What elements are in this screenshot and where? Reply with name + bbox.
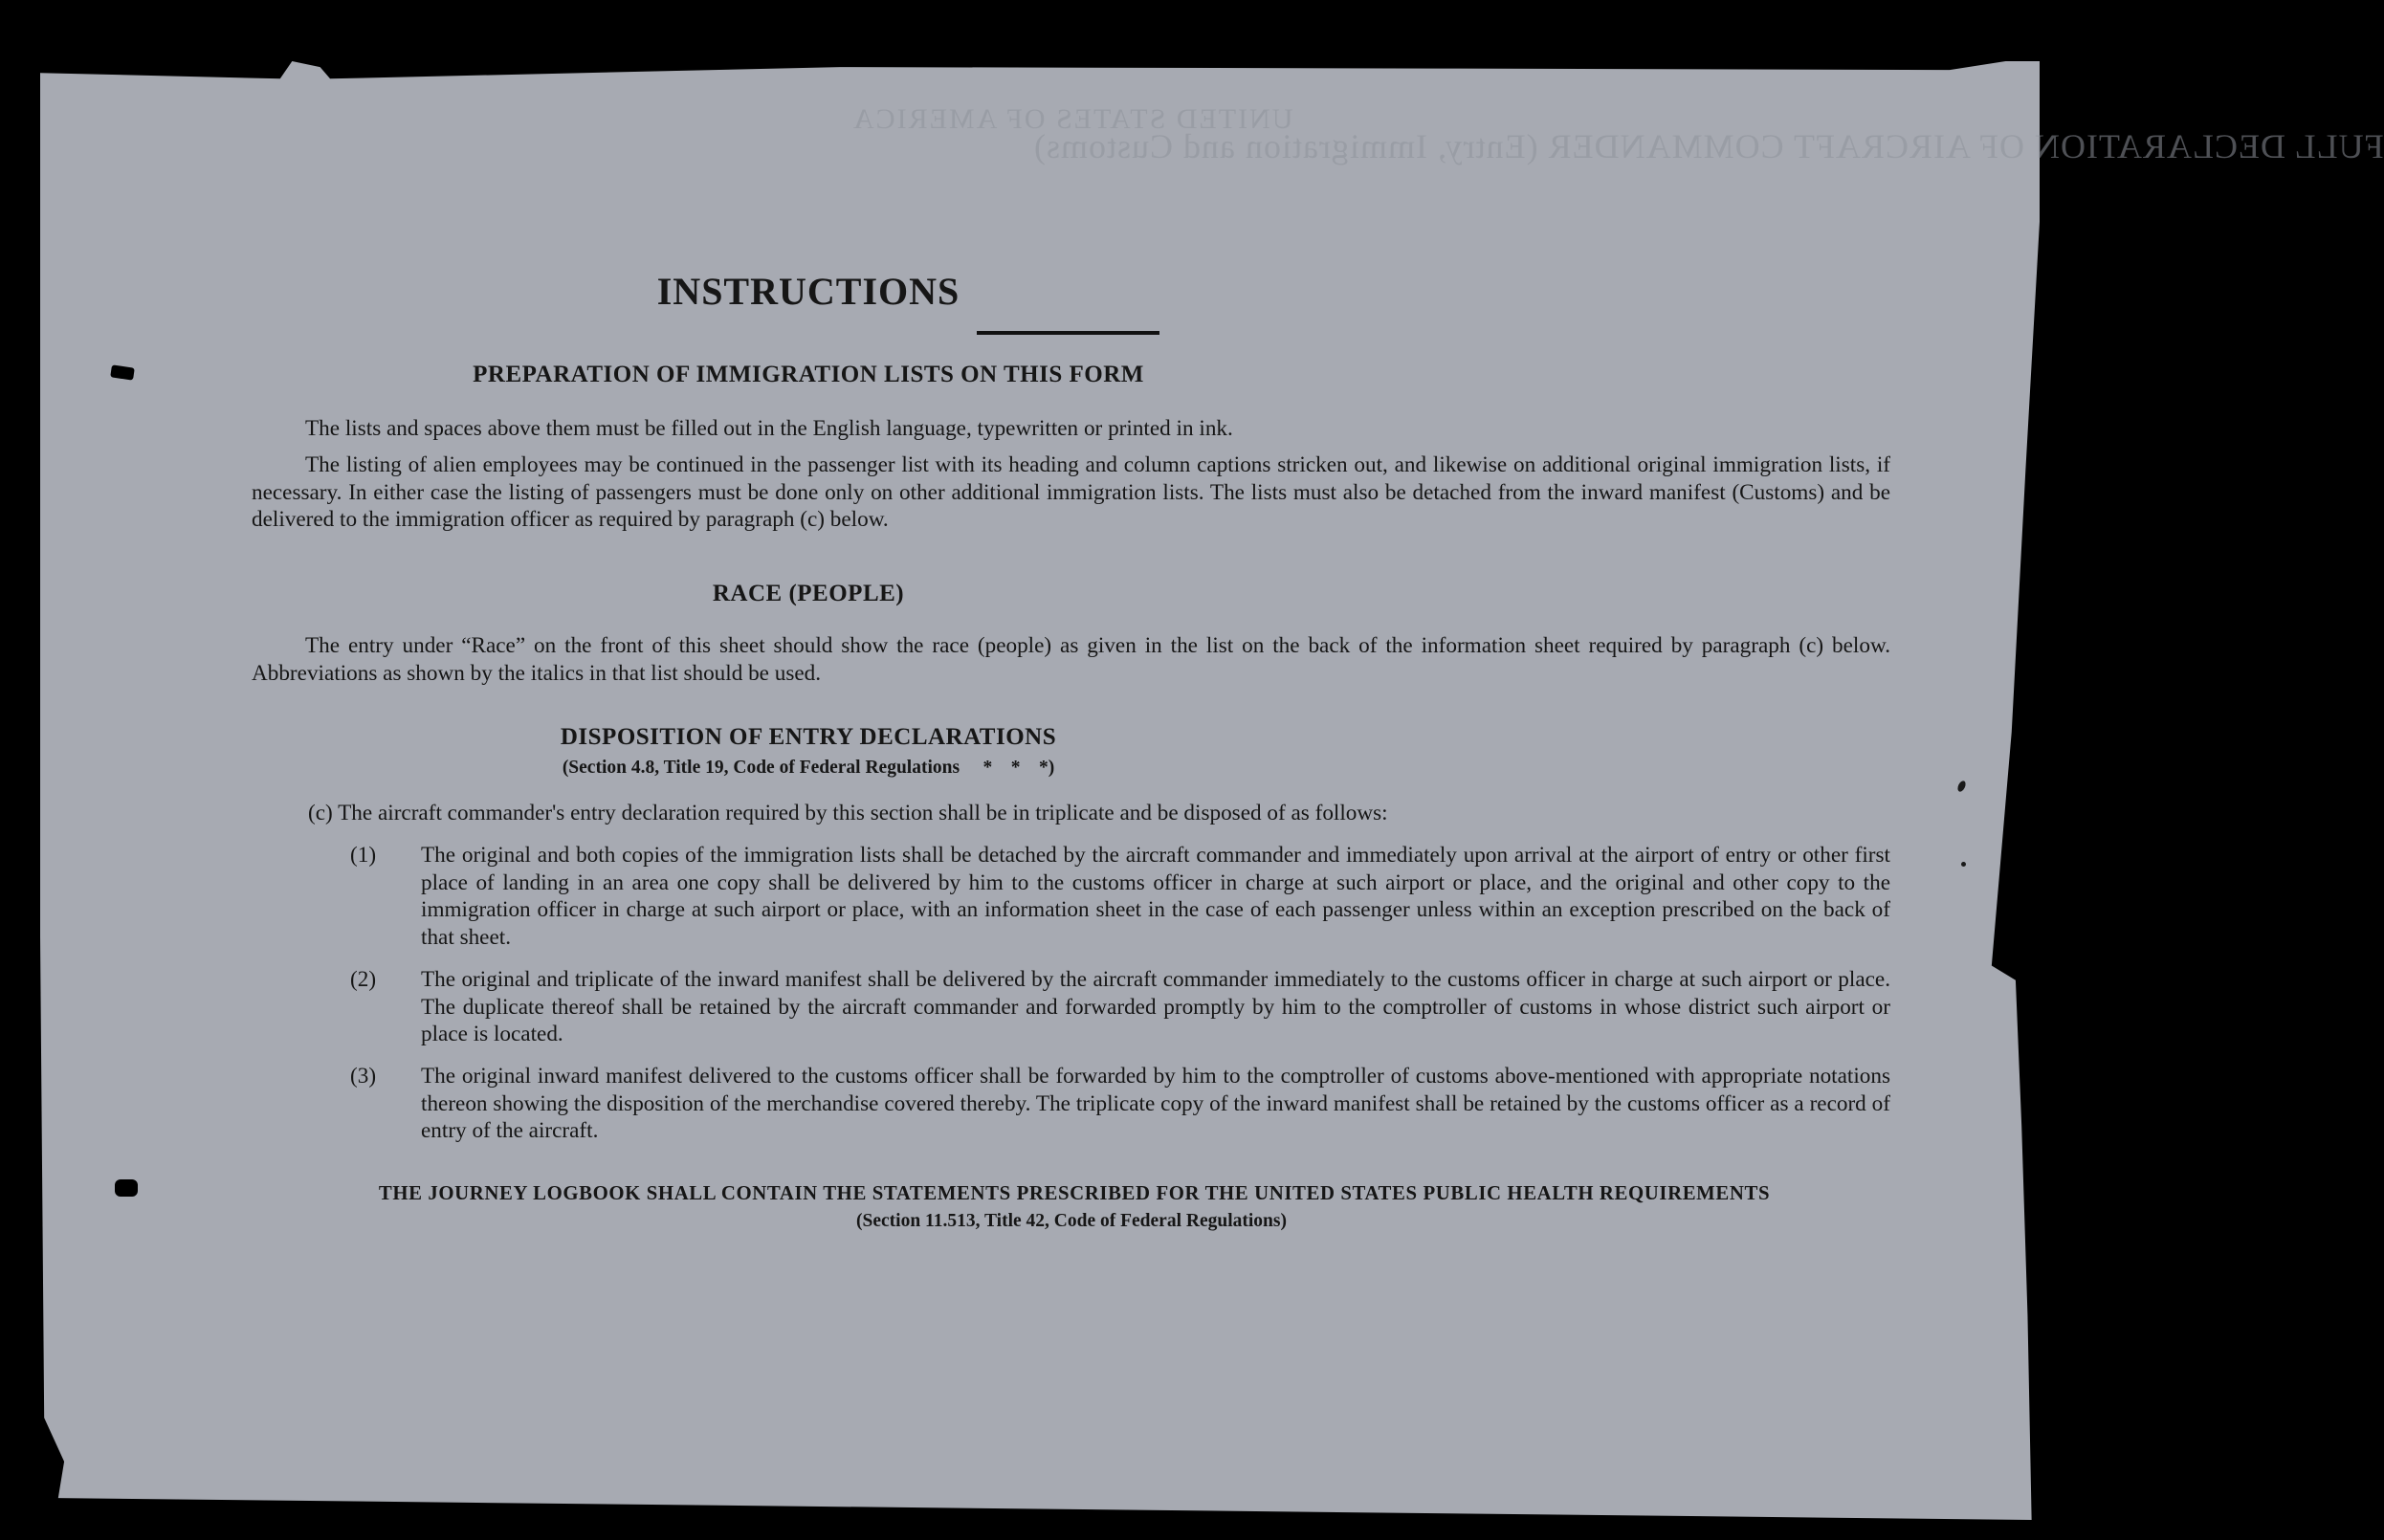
logbook-statement: THE JOURNEY LOGBOOK SHALL CONTAIN THE STATEMENTS PRESCRIBED FOR THE UNITED STATES PUBLIC HEALTH REQUIREMENTS bbox=[378, 1182, 1771, 1204]
item-number: (3) bbox=[350, 1064, 377, 1089]
preparation-heading: PREPARATION OF IMMIGRATION LISTS ON THIS FORM bbox=[473, 362, 1144, 387]
disposition-citation: (Section 4.8, Title 19, Code of Federal Regulations * * *) bbox=[562, 758, 1055, 778]
disposition-intro: (c) The aircraft commander's entry declaration required by this section shall be in triplicate and be disposed of as follows: bbox=[308, 801, 1388, 825]
disposition-item-3: The original inward manifest delivered to the customs officer shall be forwarded by him to the comptroller of customs above-mentioned with appropriate notations thereon showing the disposition of the merchandise covered thereby. The triplicate copy of the inward manifest shall be retained by the customs officer as a record of entry of the aircraft. bbox=[421, 1064, 1890, 1144]
bleed-through-text: UNITED STATES OF AMERICA bbox=[851, 103, 1293, 135]
preparation-paragraph-2: The listing of alien employees may be continued in the passenger list with its heading and column captions stricken out, and likewise on additional original immigration lists, if necessary. In either case the listing of passengers must be done only on other additional immigration lists. The lists must also be detached from the inward manifest (Customs) and be delivered to the immigration officer as required by paragraph (c) below. bbox=[252, 452, 1890, 533]
item-number: (1) bbox=[350, 843, 377, 868]
bleed-through-text: FULL DECLARATION OF AIRCRAFT COMMANDER (Entry, Immigration and Customs) bbox=[1033, 127, 2384, 165]
logbook-citation: (Section 11.513, Title 42, Code of Federal Regulations) bbox=[856, 1211, 1287, 1231]
page-title: INSTRUCTIONS bbox=[656, 270, 960, 313]
disposition-item-1: The original and both copies of the immigration lists shall be detached by the aircraft commander and immediately upon arrival at the airport of entry or other first place of landing in an area one copy shall be delivered by him to the customs officer in charge at such airport or place, and the original and other copy to the immigration officer in charge at such airport or place, with an information sheet in the case of each passenger unless within an exception prescribed on the back of that sheet. bbox=[421, 843, 1890, 950]
disposition-item-2: The original and triplicate of the inward manifest shall be delivered by the aircraft commander immediately to the customs officer in charge at such airport or place. The duplicate thereof shall be retained by the aircraft commander and forwarded promptly by him to the comptroller of customs in whose district such airport or place is located. bbox=[421, 967, 1890, 1047]
title-underline bbox=[977, 331, 1159, 335]
disposition-heading: DISPOSITION OF ENTRY DECLARATIONS bbox=[560, 724, 1057, 750]
race-paragraph: The entry under “Race” on the front of this sheet should show the race (people) as given in the list on the back of the information sheet required by paragraph (c) below. Abbreviations as shown by the italics in that list should be used. bbox=[252, 633, 1890, 686]
preparation-paragraph-1: The lists and spaces above them must be filled out in the English language, typewritten or printed in ink. bbox=[305, 416, 1233, 441]
race-heading: RACE (PEOPLE) bbox=[712, 581, 905, 606]
item-number: (2) bbox=[350, 967, 377, 992]
